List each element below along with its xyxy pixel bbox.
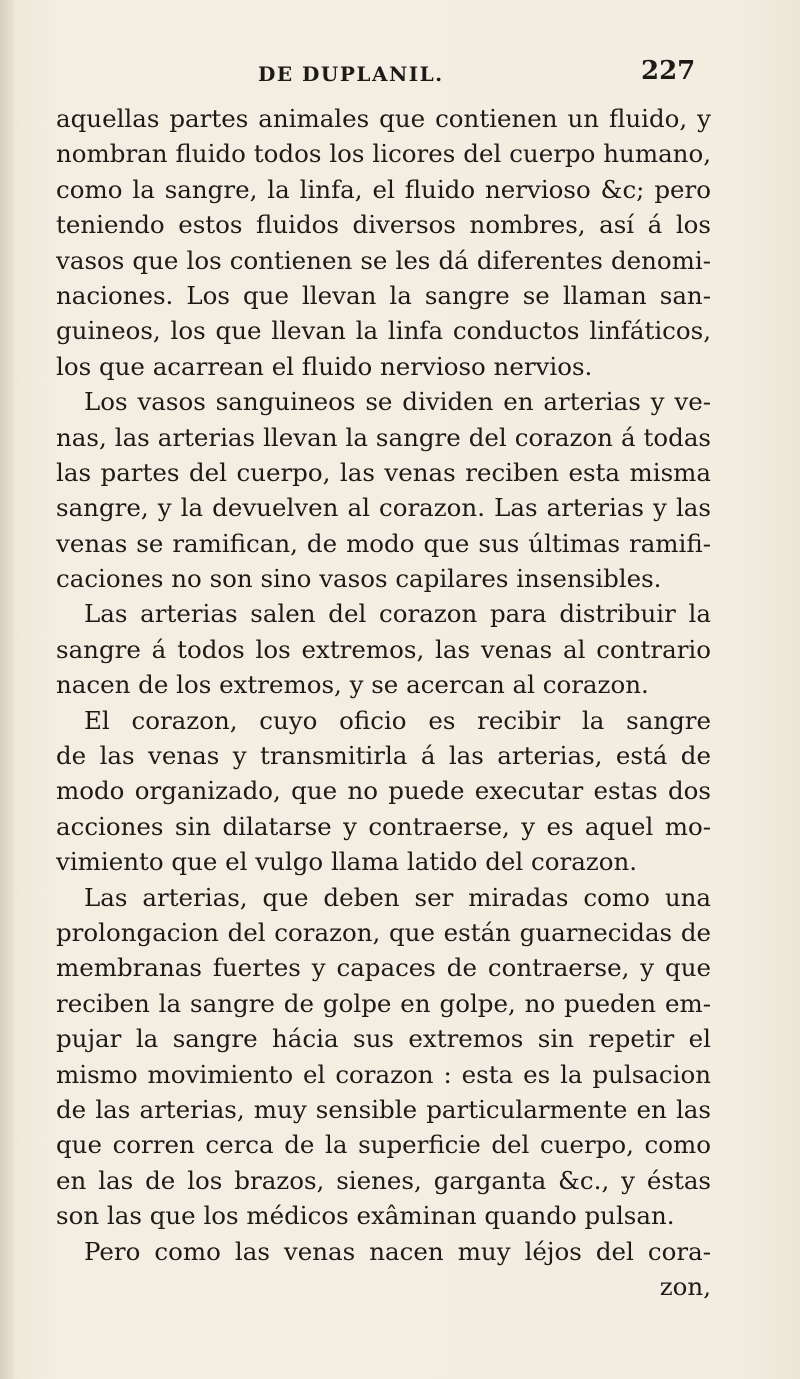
text-line: de las venas y transmitirla á las arterias, está de [56,741,711,771]
text-line: teniendo estos fluidos diversos nombres, así á los [56,210,711,240]
running-head: DE DUPLANIL. [258,62,444,86]
text-line: Los vasos sanguineos se dividen en arterias y ve- [84,387,711,417]
body-text [56,101,711,1304]
text-line: son las que los médicos exâminan quando pulsan. [56,1201,675,1231]
text-line: mismo movimiento el corazon : esta es la pulsacion [56,1059,711,1089]
text-line: El corazon, cuyo oficio es recibir la sangre [84,705,711,735]
text-line: acciones sin dilatarse y contraerse, y es aquel mo- [56,811,711,841]
text-line: guineos, los que llevan la linfa conductos linfáticos, [56,316,711,346]
text-line: Las arterias salen del corazon para distribuir la [84,599,711,629]
text-line: Las arterias, que deben ser miradas como una [84,882,711,912]
text-line: reciben la sangre de golpe en golpe, no pueden em- [56,988,711,1018]
text-line: las partes del cuerpo, las venas reciben esta misma [56,457,711,487]
text-line: nas, las arterias llevan la sangre del corazon á todas [56,422,711,452]
text-line: modo organizado, que no puede executar estas dos [56,776,711,806]
text-line: Pero como las venas nacen muy léjos del cora- [84,1236,711,1266]
text-line: como la sangre, la linfa, el fluido nervioso &c; pero [56,174,711,204]
catchword: zon, [659,1271,711,1301]
text-line: vimiento que el vulgo llama latido del corazon. [56,847,638,877]
text-line: de las arterias, muy sensible particularmente en las [56,1094,711,1124]
text-line: nacen de los extremos, y se acercan al corazon. [56,670,649,700]
text-line: prolongacion del corazon, que están guarnecidas de [56,917,711,947]
text-line: vasos que los contienen se les dá diferentes denomi- [56,245,711,275]
text-line: los que acarrean el fluido nervioso nervios. [56,351,593,381]
page-header [0,56,800,96]
text-line: venas se ramifican, de modo que sus últimas ramifi- [56,528,711,558]
text-line: naciones. Los que llevan la sangre se llaman san- [56,280,711,310]
text-line: que corren cerca de la superficie del cuerpo, como [56,1130,711,1160]
text-line: nombran fluido todos los licores del cuerpo humano, [56,139,711,169]
page-binding-edge [0,0,14,1379]
text-line: caciones no son sino vasos capilares insensibles. [56,564,662,594]
text-line: pujar la sangre hácia sus extremos sin repetir el [56,1024,711,1054]
text-line: aquellas partes animales que contienen un fluido, y [56,104,711,133]
text-line: membranas fuertes y capaces de contraerse, y que [56,953,711,983]
page-number: 227 [641,56,696,86]
text-line: sangre á todos los extremos, las venas al contrario [56,634,711,664]
text-line: en las de los brazos, sienes, garganta &c., y éstas [56,1165,711,1195]
text-line: sangre, y la devuelven al corazon. Las arterias y las [56,493,711,523]
